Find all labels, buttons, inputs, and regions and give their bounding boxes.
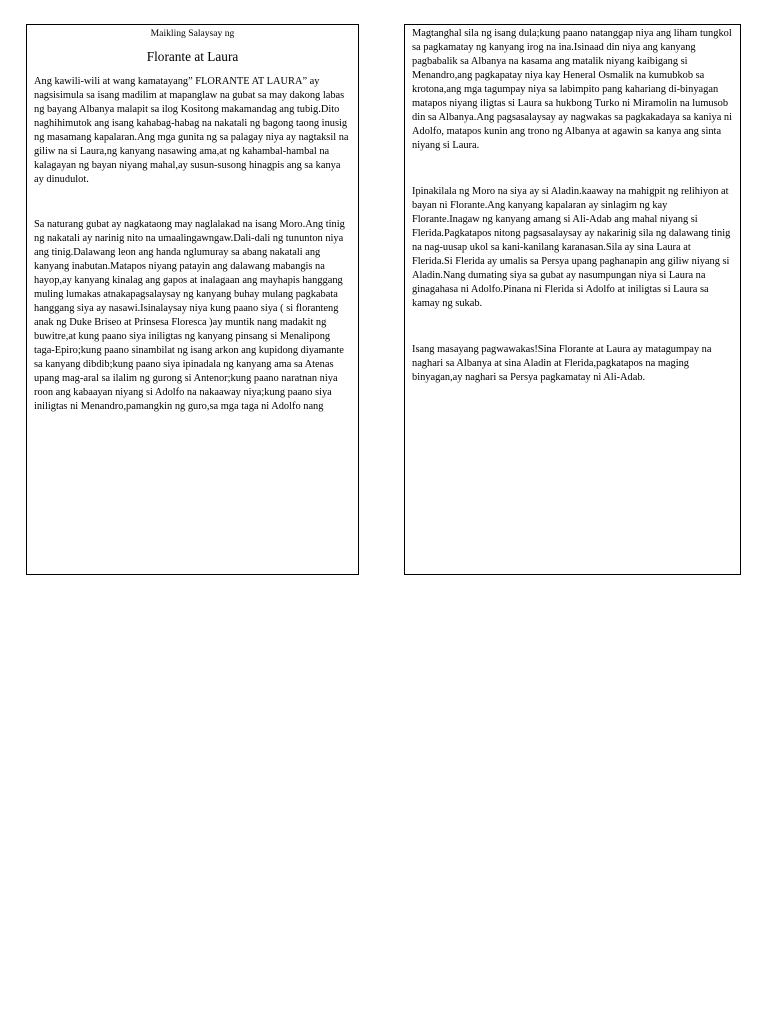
paragraph-spacer <box>34 187 351 218</box>
paragraph-moro: Sa naturang gubat ay nagkataong may naglalakad na isang Moro.Ang tinig ng nakatali ay narinig nito na umaalingawngaw.Dali-dali ng tununton niya ang tinig.Dalawang leon ang handa nglumuray sa abang nakatali ang kanyang inabutan.Matapos niyang patayin ang dalawang mabangis na hayop,ay kanyang kinalag ang gapos at inalagaan ang mayhapis hanggang muling lumakas atnakapagsalaysay ng kanyang buhay mulang pagkabata hanggang siya ay nasawi.Isinalaysay niya kung paano siya ( si floranteng anak ng Duke Briseo at Prinsesa Floresca )ay muntik nang madakit ng buwitre,at kung paano siya iniligtas ng kanyang pinsang si Menalipong taga-Epiro;kung paano sinambilat ng isang arkon ang kupidong diyamante sa kanyang dibdib;kung paano siya ipinadala ng kanyang ama sa Atenas upang mag-aral sa ilalim ng gurong si Antenor;kung paano naratnan niya roon ang kabaayan niyang si Adolfo na nakaaway niya;kung paano siya iniligtas ni Menandro,pamangkin ng guro,sa mga taga ni Adolfo nang <box>34 219 345 412</box>
paragraph-spacer <box>412 153 733 185</box>
subtitle: Maikling Salaysay ng <box>150 28 235 39</box>
paragraph-intro: Ang kawili-wili at wang kamatayang” FLORANTE AT LAURA” ay nagsisimula sa isang madilim at mapanglaw na gubat sa may dakong labas ng bayang Albanya malapit sa ilog Kositong makamandag ang tubig.Dito naghihimutok ang isang kahabag-habag na nakatali ng bagong taong inusig ng masamang kapalaran.Ang mga gunita ng sa palagay niya ay nagtaksil na giliw na si Laura,ng kanyang nasawing ama,at ng kahambal-hambal na kalagayan ng bayan niyang mahal,ay susun-susong hinagpis ang sa kanya ay dinudulot. <box>34 76 349 185</box>
page-title: Florante at Laura <box>146 49 239 64</box>
page-left <box>26 24 359 575</box>
paragraph-return: Magtanghal sila ng isang dula;kung paano natanggap niya ang liham tungkol sa pagkamatay ng kanyang irog na ina.Isinaad din niya ang kanyang pagbabalik sa Albanya na kasama ang matalik niyang kaibigang si Menandro,ang pagkapatay niya kay Heneral Osmalik na kumubkob sa krotona,ang mga tagumpay niya sa labimpito pang kahariang di-binyagan matapos niyang iligtas si Laura sa hukbong Turko ni Miramolin na lumusob din sa Albanya.Ang pagsasalaysay ay nagwakas sa pagkakadaya sa kaniya ni Adolfo, matapos kunin ang trono ng Albanya at agawin sa kanya ang sinta niyang si Laura. <box>412 28 732 151</box>
paragraph-ending: Isang masayang pagwawakas!Sina Florante at Laura ay matagumpay na naghari sa Albanya at sina Aladin at Flerida,pagkatapos na maging binyagan,ay naghari sa Persya pagkamatay ni Ali-Adab. <box>412 344 712 383</box>
paragraph-aladin: Ipinakilala ng Moro na siya ay si Aladin.kaaway na mahigpit ng relihiyon at bayan ni Florante.Ang kanyang kapalaran ay sinlagim ng kay Florante.Inagaw ng kanyang amang si Ali-Adab ang mahal niyang si Flerida.Pagkatapos nitong pagsasalaysay ay nakarinig sila ng dalawang tinig na nag-uusap ukol sa kani-kanilang karanasan.Sila ay sina Laura at Flerida.Si Flerida ay umalis sa Persya upang paghanapin ang giliw niyang si Aladin.Nang dumating siya sa gubat ay nasumpungan niya si Laura na ginagahasa ni Adolfo.Pinana ni Flerida si Adolfo at iniligtas si Laura sa kamay ng sukab. <box>412 186 731 309</box>
paragraph-spacer <box>412 311 733 343</box>
page-right <box>404 24 741 575</box>
